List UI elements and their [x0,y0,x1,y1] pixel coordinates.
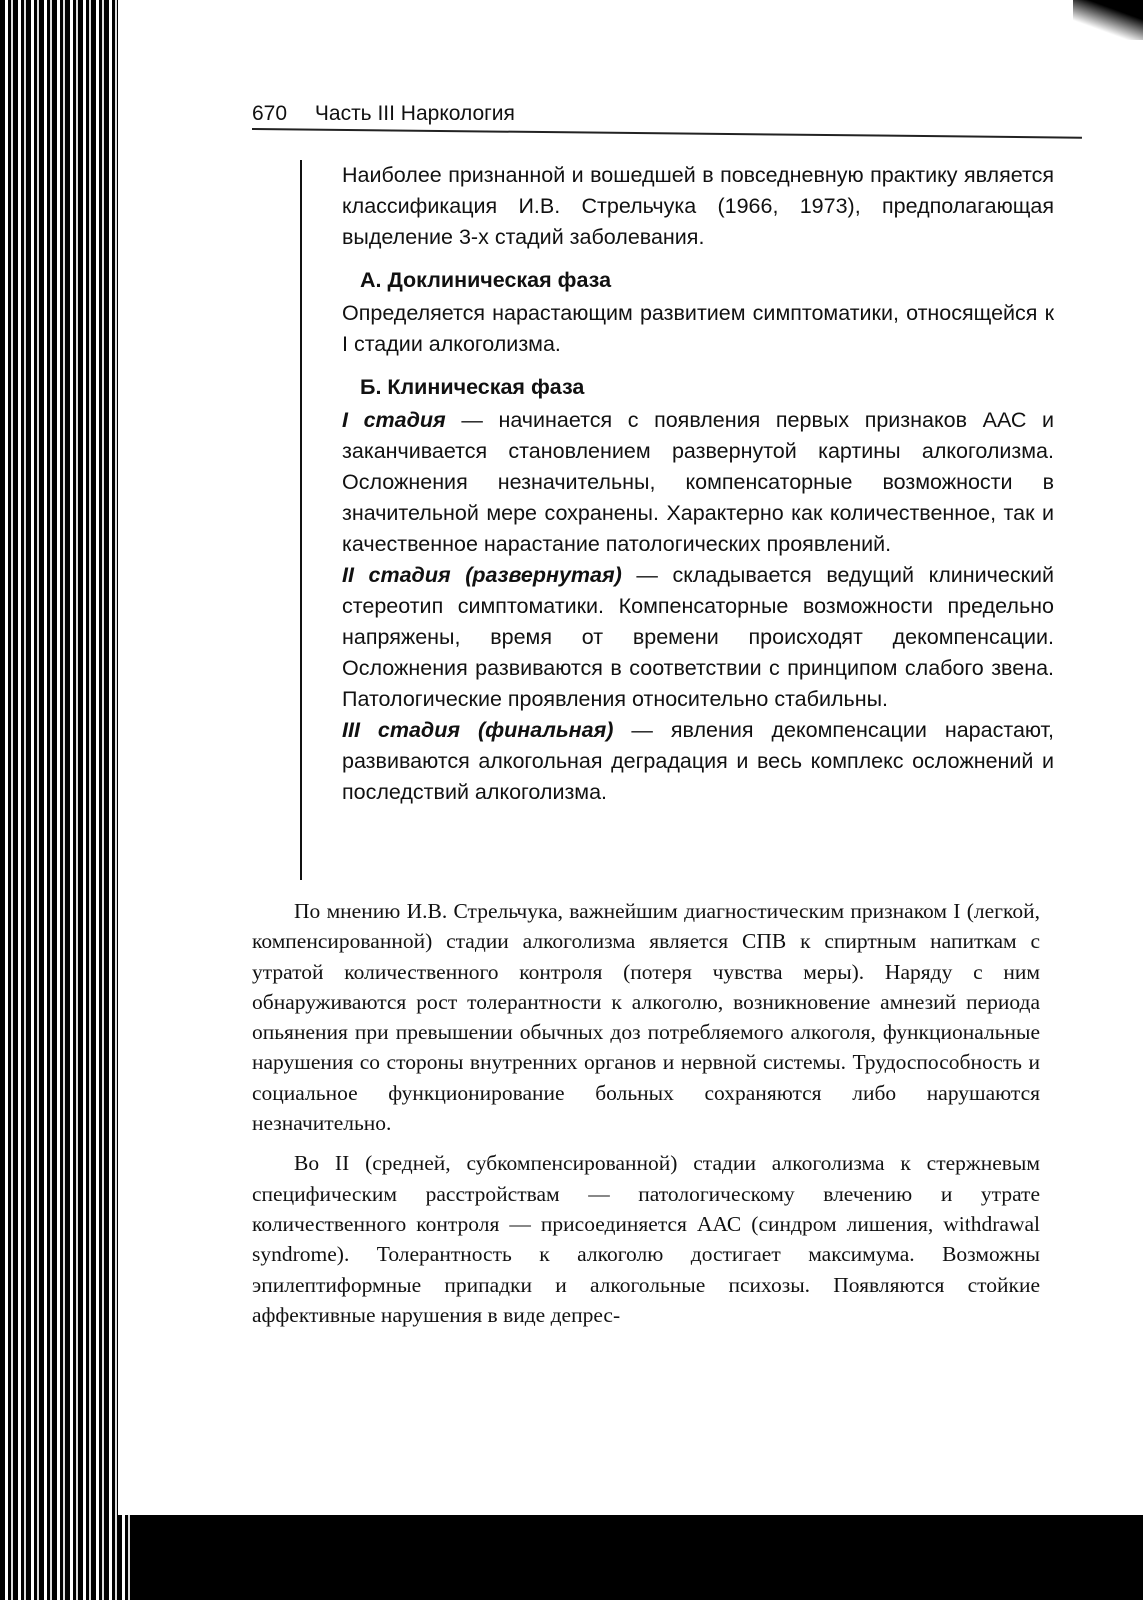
stage-1-label: I стадия [342,408,446,432]
stage-2-label: II стадия (развернутая) [342,563,622,587]
phase-a-text: Определяется нарастающим развитием симптоматики, относящейся к I стадии алкоголизма. [342,301,1054,356]
body-paragraph-2: Во II (средней, субкомпенсированной) стадии алкоголизма к стержневым специфическим расстройствам — патологическому влечению и утрате количественного контроля — присоединяется ААС (синдром лишения, withdrawal syndrome). Толерантность к алкоголю достигает максимума. Возможны эпилептиформные припадки и алкогольные психозы. Появляются стойкие аффективные нарушения в виде депрес- [252,1151,1040,1327]
stage-3 [342,715,1054,808]
phase-a-title: А. Доклиническая фаза [360,268,612,292]
stage-1 [342,405,1054,560]
stage-2-text: — складывается ведущий клинический стереотип симптоматики. Компенсаторные возможности предельно напряжены, время от времени происходят декомпенсации. Осложнения развиваются в соответствии с принципом слабого звена. Патологические проявления относительно стабильны. [342,563,1055,711]
stage-3-label: III стадия (финальная) [342,718,614,742]
stage-3-text: — явления декомпенсации нарастают, развиваются алкогольная деградация и весь комплекс осложнений и последствий алкоголизма. [342,718,1054,804]
page-corner-shadow [1073,0,1143,40]
stage-2 [342,560,1054,715]
section-title: Часть III Наркология [314,102,515,125]
page-number: 670 [252,102,288,125]
running-header [252,102,1082,132]
stage-1-text: — начинается с появления первых признаков ААС и заканчивается становлением развернутой картины алкоголизма. Осложнения незначительны, компенсаторные возможности в значительной мере сохранены. Характерно как количественное, так и качественное нарастание патологических проявлений. [342,408,1054,556]
book-spine-edge [0,0,130,1600]
phase-b-title: Б. Клиническая фаза [360,375,585,399]
classification-intro: Наиболее признанной и вошедшей в повседневную практику является классификация И.В. Стрельчука (1966, 1973), предполагающая выделение 3-х стадий заболевания. [342,163,1054,249]
classification-box [300,160,1062,880]
body-paragraph-1: По мнению И.В. Стрельчука, важнейшим диагностическим признаком I (легкой, компенсированной) стадии алкоголизма является СПВ к спиртным напиткам с утратой количественного контроля (потеря чувства меры). Наряду с ним обнаруживаются рост толерантности к алкоголю, возникновение амнезий периода опьянения при превышении обычных доз потребляемого алкоголя, функциональные нарушения со стороны внутренних органов и нервной системы. Трудоспособность и социальное функционирование больных сохраняются либо нарушаются незначительно. [252,899,1040,1136]
body-text [252,896,1040,1330]
